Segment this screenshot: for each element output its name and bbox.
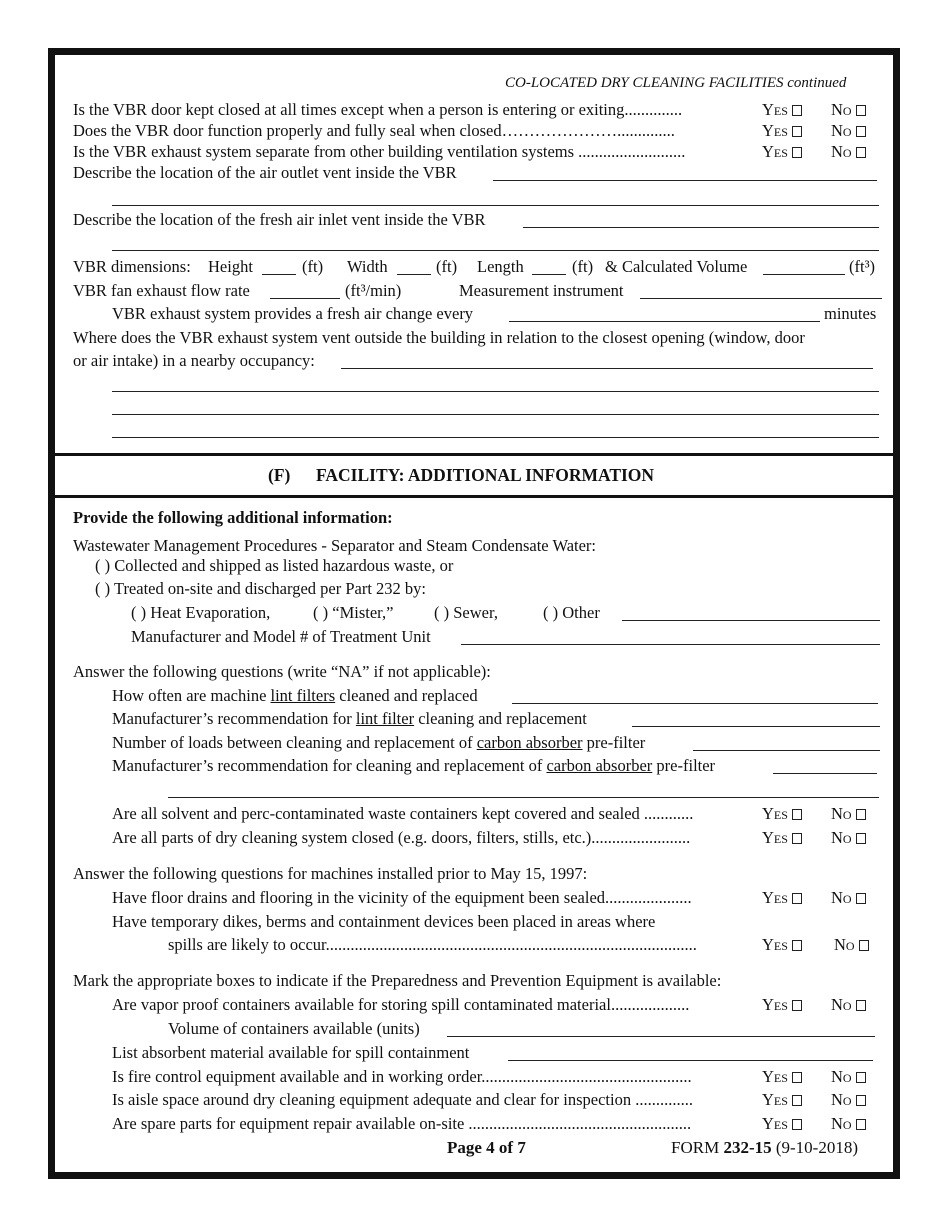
manufacturer-field[interactable] (461, 644, 880, 645)
checkbox-icon[interactable] (856, 105, 866, 116)
height-field[interactable] (262, 274, 296, 275)
width-unit: (ft) (436, 257, 458, 276)
volume-containers-field[interactable] (447, 1036, 875, 1037)
dimensions-label: VBR dimensions: (73, 257, 191, 276)
preparedness-intro: Mark the appropriate boxes to indicate if the Preparedness and Prevention Equipment is available: (73, 971, 722, 990)
volume-field[interactable] (763, 274, 845, 275)
yes-checkbox-dikes[interactable]: Yes (762, 935, 802, 955)
question-floor-drains: Have floor drains and flooring in the vicinity of the equipment been sealed..................... (112, 888, 692, 907)
option-collected[interactable]: ( ) Collected and shipped as listed hazardous waste, or (95, 556, 454, 575)
fan-flow-label: VBR fan exhaust flow rate (73, 281, 250, 300)
vent-location-field-4[interactable] (112, 437, 879, 438)
no-checkbox-exhaust-separate[interactable]: No (831, 142, 866, 162)
manufacturer-label: Manufacturer and Model # of Treatment Unit (131, 627, 431, 646)
no-checkbox-fire-control[interactable]: No (831, 1067, 866, 1087)
question-system-closed: Are all parts of dry cleaning system closed (e.g. doors, filters, stills, etc.)........................ (112, 828, 691, 847)
prior-1997-intro: Answer the following questions for machines installed prior to May 15, 1997: (73, 864, 588, 883)
checkbox-icon[interactable] (792, 1072, 802, 1083)
form-number: FORM 232-15 (9-10-2018) (671, 1138, 859, 1157)
length-label: Length (477, 257, 524, 276)
question-spare-parts: Are spare parts for equipment repair available on-site ...................................................... (112, 1114, 692, 1133)
section-f-title: FACILITY: ADDITIONAL INFORMATION (316, 465, 655, 485)
question-exhaust-separate: Is the VBR exhaust system separate from other building ventilation systems .......................... (73, 142, 686, 161)
checkbox-icon[interactable] (856, 893, 866, 904)
lint-filter-field[interactable] (512, 703, 878, 704)
carbon-recommendation: Manufacturer’s recommendation for cleaning and replacement of carbon absorber pre-filter (112, 756, 716, 775)
yes-checkbox-vapor-containers[interactable]: Yes (762, 995, 802, 1015)
yes-checkbox-containers-covered[interactable]: Yes (762, 804, 802, 824)
length-unit: (ft) (572, 257, 594, 276)
vent-question-line2: or air intake) in a nearby occupancy: (73, 351, 315, 370)
checkbox-icon[interactable] (792, 833, 802, 844)
no-checkbox-aisle-space[interactable]: No (831, 1090, 866, 1110)
question-fire-control: Is fire control equipment available and in working order................................................... (112, 1067, 692, 1086)
carbon-recommendation-field[interactable] (773, 773, 877, 774)
section-f-intro: Provide the following additional information: (73, 508, 393, 527)
question-aisle-space: Is aisle space around dry cleaning equipment adequate and clear for inspection .............. (112, 1090, 693, 1109)
checkbox-icon[interactable] (792, 126, 802, 137)
outlet-vent-field[interactable] (493, 180, 877, 181)
vent-question-line1: Where does the VBR exhaust system vent outside the building in relation to the closest opening (window, door (73, 328, 805, 347)
lint-filter-question: How often are machine lint filters cleaned and replaced (112, 686, 478, 705)
section-divider-bottom (55, 495, 893, 498)
other-field[interactable] (622, 620, 880, 621)
no-checkbox-spare-parts[interactable]: No (831, 1114, 866, 1134)
lint-filter-recommendation: Manufacturer’s recommendation for lint filter cleaning and replacement (112, 709, 587, 728)
checkbox-icon[interactable] (792, 893, 802, 904)
vent-location-field-2[interactable] (112, 391, 879, 392)
option-heat-evaporation[interactable]: ( ) Heat Evaporation, (131, 603, 271, 622)
checkbox-icon[interactable] (792, 1000, 802, 1011)
instrument-label: Measurement instrument (459, 281, 624, 300)
question-dikes-line1: Have temporary dikes, berms and containment devices been placed in areas where (112, 912, 656, 931)
questions-intro: Answer the following questions (write “NA” if not applicable): (73, 662, 491, 681)
fan-flow-unit: (ft³/min) (345, 281, 402, 300)
outlet-vent-field-continued[interactable] (112, 205, 879, 206)
continued-header: CO-LOCATED DRY CLEANING FACILITIES continued (505, 75, 847, 91)
section-f-letter: (F) (268, 465, 291, 485)
yes-checkbox-door-closed[interactable]: Yes (762, 100, 802, 120)
checkbox-icon[interactable] (856, 809, 866, 820)
checkbox-icon[interactable] (856, 833, 866, 844)
inlet-vent-field-continued[interactable] (112, 250, 879, 251)
minutes-unit: minutes (824, 304, 877, 323)
question-door-closed: Is the VBR door kept closed at all times except when a person is entering or exiting.............. (73, 100, 683, 119)
width-field[interactable] (397, 274, 431, 275)
wastewater-label: Wastewater Management Procedures - Separator and Steam Condensate Water: (73, 536, 597, 555)
inlet-vent-label: Describe the location of the fresh air inlet vent inside the VBR (73, 210, 486, 229)
checkbox-icon[interactable] (856, 147, 866, 158)
height-label: Height (208, 257, 253, 276)
fresh-air-label: VBR exhaust system provides a fresh air change every (112, 304, 474, 323)
checkbox-icon[interactable] (792, 809, 802, 820)
loads-question: Number of loads between cleaning and replacement of carbon absorber pre-filter (112, 733, 646, 752)
instrument-field[interactable] (640, 298, 882, 299)
question-door-seal: Does the VBR door function properly and fully seal when closed………………….............. (73, 121, 675, 140)
no-checkbox-door-seal[interactable]: No (831, 121, 866, 141)
option-other[interactable]: ( ) Other (543, 603, 600, 622)
fan-flow-field[interactable] (270, 298, 340, 299)
option-treated[interactable]: ( ) Treated on-site and discharged per Part 232 by: (95, 579, 426, 598)
checkbox-icon[interactable] (792, 1095, 802, 1106)
question-vapor-containers: Are vapor proof containers available for storing spill contaminated material................... (112, 995, 690, 1014)
yes-checkbox-fire-control[interactable]: Yes (762, 1067, 802, 1087)
no-checkbox-door-closed[interactable]: No (831, 100, 866, 120)
checkbox-icon[interactable] (792, 147, 802, 158)
option-sewer[interactable]: ( ) Sewer, (434, 603, 498, 622)
vent-location-field-3[interactable] (112, 414, 879, 415)
width-label: Width (347, 257, 388, 276)
yes-checkbox-floor-drains[interactable]: Yes (762, 888, 802, 908)
checkbox-icon[interactable] (792, 940, 802, 951)
yes-checkbox-door-seal[interactable]: Yes (762, 121, 802, 141)
volume-label: & Calculated Volume (605, 257, 748, 276)
lint-filter-recommendation-field[interactable] (632, 726, 880, 727)
no-checkbox-floor-drains[interactable]: No (831, 888, 866, 908)
option-mister[interactable]: ( ) “Mister,” (313, 603, 394, 622)
yes-checkbox-system-closed[interactable]: Yes (762, 828, 802, 848)
page-number: Page 4 of 7 (447, 1138, 526, 1157)
inlet-vent-field[interactable] (523, 227, 879, 228)
checkbox-icon[interactable] (792, 1119, 802, 1130)
no-checkbox-containers-covered[interactable]: No (831, 804, 866, 824)
loads-field[interactable] (693, 750, 880, 751)
checkbox-icon[interactable] (856, 126, 866, 137)
checkbox-icon[interactable] (859, 940, 869, 951)
checkbox-icon[interactable] (856, 1072, 866, 1083)
question-containers-covered: Are all solvent and perc-contaminated waste containers kept covered and sealed ............ (112, 804, 694, 823)
yes-checkbox-exhaust-separate[interactable]: Yes (762, 142, 802, 162)
section-divider-top (55, 453, 893, 456)
height-unit: (ft) (302, 257, 324, 276)
checkbox-icon[interactable] (856, 1095, 866, 1106)
no-checkbox-dikes[interactable]: No (834, 935, 869, 955)
yes-checkbox-aisle-space[interactable]: Yes (762, 1090, 802, 1110)
volume-containers-label: Volume of containers available (units) (168, 1019, 420, 1038)
no-checkbox-system-closed[interactable]: No (831, 828, 866, 848)
outlet-vent-label: Describe the location of the air outlet vent inside the VBR (73, 163, 457, 182)
checkbox-icon[interactable] (856, 1119, 866, 1130)
volume-unit: (ft³) (849, 257, 876, 276)
checkbox-icon[interactable] (856, 1000, 866, 1011)
length-field[interactable] (532, 274, 566, 275)
question-dikes-line2: spills are likely to occur.......................................................................................... (168, 935, 697, 954)
no-checkbox-vapor-containers[interactable]: No (831, 995, 866, 1015)
yes-checkbox-spare-parts[interactable]: Yes (762, 1114, 802, 1134)
absorbent-field[interactable] (508, 1060, 873, 1061)
carbon-recommendation-field-continued[interactable] (168, 797, 879, 798)
vent-location-field[interactable] (341, 368, 873, 369)
checkbox-icon[interactable] (792, 105, 802, 116)
absorbent-label: List absorbent material available for spill containment (112, 1043, 470, 1062)
fresh-air-field[interactable] (509, 321, 820, 322)
